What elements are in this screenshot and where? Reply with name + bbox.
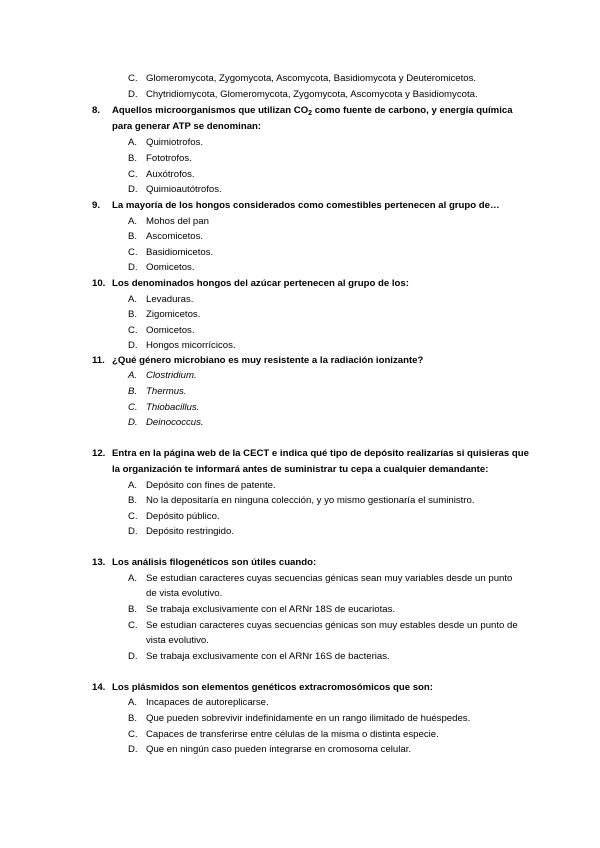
q13-option-b: B. Se trabaja exclusivamente con el ARNr 18S de eucariotas. xyxy=(128,604,396,615)
q13-option-d: D. Se trabaja exclusivamente con el ARNr 16S de bacterias. xyxy=(128,651,390,662)
question-13: 13. Los análisis filogenéticos son útiles cuando: xyxy=(92,557,317,568)
q10-option-c: C. Oomicetos. xyxy=(128,325,195,336)
q10-option-a: A. Levaduras. xyxy=(128,294,194,305)
q10-option-b: B. Zigomicetos. xyxy=(128,309,201,320)
q14-option-c: C. Capaces de transferirse entre células de la misma o distinta especie. xyxy=(128,729,439,740)
question-12: 12. Entra en la página web de la CECT e indica qué tipo de depósito realizarías si quisieras que xyxy=(92,448,529,459)
q12-option-d: D. Depósito restringido. xyxy=(128,526,234,537)
question-11: 11. ¿Qué género microbiano es muy resistente a la radiación ionizante? xyxy=(92,355,424,366)
q11-option-a: A. Clostridium. xyxy=(128,370,197,381)
q8-option-b: B. Fototrofos. xyxy=(128,153,192,164)
q13-option-c-line2: vista evolutivo. xyxy=(146,635,209,646)
question-14: 14. Los plásmidos son elementos genéticos extracromosómicos que son: xyxy=(92,682,433,693)
q13-option-a: A. Se estudian caracteres cuyas secuencias génicas sean muy variables desde un punto xyxy=(128,573,513,584)
q11-option-b: B. Thermus. xyxy=(128,386,187,397)
q11-option-c: C. Thiobacillus. xyxy=(128,402,200,413)
q9-option-d: D. Oomicetos. xyxy=(128,262,195,273)
q8-option-d: D. Quimioautótrofos. xyxy=(128,184,222,195)
q9-option-c: C. Basidiomicetos. xyxy=(128,247,214,258)
option-d-prev: D. Chytridiomycota, Glomeromycota, Zygomycota, Ascomycota y Basidiomycota. xyxy=(128,89,478,100)
option-c-prev: C. Glomeromycota, Zygomycota, Ascomycota, Basidiomycota y Deuteromicetos. xyxy=(128,73,477,84)
q13-option-c: C. Se estudian caracteres cuyas secuencias génicas son muy estables desde un punto de xyxy=(128,620,518,631)
q10-option-d: D. Hongos micorrícicos. xyxy=(128,340,236,351)
q9-option-b: B. Ascomicetos. xyxy=(128,231,204,242)
q13-option-a-line2: de vista evolutivo. xyxy=(146,588,223,599)
q11-option-d: D. Deinococcus. xyxy=(128,417,204,428)
question-9: 9. La mayoría de los hongos considerados como comestibles pertenecen al grupo de… xyxy=(92,200,500,211)
q14-option-d: D. Que en ningún caso pueden integrarse en cromosoma celular. xyxy=(128,744,412,755)
q12-option-b: B. No la depositaría en ninguna colección, y yo mismo gestionaría el suministro. xyxy=(128,495,475,506)
q9-option-a: A. Mohos del pan xyxy=(128,216,209,227)
q8-option-a: A. Quimiotrofos. xyxy=(128,137,204,148)
question-8-line2: para generar ATP se denominan: xyxy=(112,121,262,132)
question-12-line2: la organización te informará antes de suministrar tu cepa a cualquier demandante: xyxy=(112,464,489,475)
question-8: 8. Aquellos microorganismos que utilizan $CO_2$ como fuente de carbono, y energía química xyxy=(92,105,513,117)
q14-option-b: B. Que pueden sobrevivir indefinidamente en un rango ilimitado de huéspedes. xyxy=(128,713,471,724)
q8-option-c: C. Auxótrofos. xyxy=(128,169,195,180)
q14-option-a: A. Incapaces de autoreplicarse. xyxy=(128,697,269,708)
q12-option-c: C. Depósito público. xyxy=(128,511,220,522)
question-10: 10. Los denominados hongos del azúcar pertenecen al grupo de los: xyxy=(92,278,409,289)
q12-option-a: A. Depósito con fines de patente. xyxy=(128,480,276,491)
